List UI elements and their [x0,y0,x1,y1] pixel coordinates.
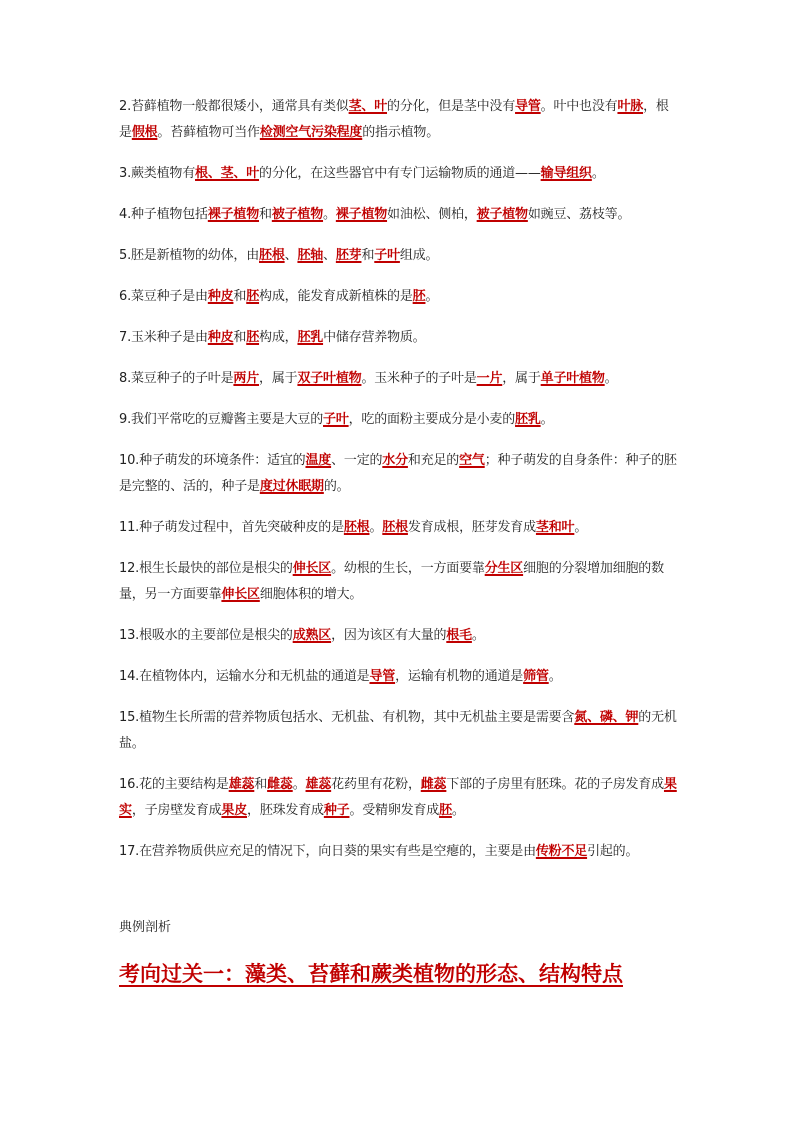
statement-text: 如豌豆、荔枝等。 [527,207,631,222]
statement-text: ，属于 [502,371,541,386]
statement-text: 7.玉米种子是由 [119,330,208,345]
answer-highlight: 成熟区 [292,628,332,643]
statement-text: 17.在营养物质供应充足的情况下，向日葵的果实有些是空瘪的，主要是由 [119,844,536,859]
statement-text: 下部的子房里有胚珠。花的子房发育成 [446,777,664,792]
statement-text: 。 [604,371,618,386]
answer-highlight: 胚 [439,803,452,818]
answer-highlight: 雌蕊 [420,777,447,792]
answer-highlight: 两片 [233,371,260,386]
answer-highlight: 检测空气污染程度 [259,125,363,140]
statement-text: 的无机盐。 [119,710,677,751]
answer-highlight: 果皮 [221,803,248,818]
answer-highlight: 胚轴 [297,248,324,263]
statement-text: 的。 [323,479,350,494]
answer-highlight: 伸长区 [292,561,332,576]
knowledge-point [119,325,679,351]
answer-highlight: 子叶 [374,248,400,263]
knowledge-point [119,556,679,608]
answer-highlight: 筛管 [523,669,549,684]
statement-text: 4.种子植物包括 [119,207,208,222]
statement-text: 。叶中也没有 [540,99,618,114]
statement-text: 和 [233,330,247,345]
answer-highlight: 裸子植物 [335,207,388,222]
statement-text: 构成，能发育成新植株的是 [259,289,413,304]
statement-text: 发育成根，胚芽发育成 [407,520,536,535]
statement-text: 。苔藓植物可当作 [157,125,260,140]
answer-highlight: 种皮 [207,330,234,345]
answer-highlight: 温度 [305,453,332,468]
statement-text: 和充足的 [407,453,460,468]
statement-text: ，子房壁发育成 [131,803,222,818]
statement-text: 。 [369,520,383,535]
answer-highlight: 胚芽 [335,248,362,263]
knowledge-point [119,705,679,757]
statement-text: 细胞的分裂增加细胞的数量，另一方面要靠 [119,561,664,602]
knowledge-point [119,284,679,310]
statement-text: ，运输有机物的通道是 [395,669,524,684]
statement-text: ，胚珠发育成 [247,803,324,818]
answer-highlight: 分生区 [484,561,524,576]
answer-highlight: 茎和叶 [535,520,575,535]
statement-text: 的分化，但是茎中没有 [387,99,516,114]
knowledge-point [119,202,679,228]
answer-highlight: 胚根 [382,520,408,535]
statement-text: 和 [233,289,247,304]
statement-text: 和 [259,207,272,222]
knowledge-point [119,448,679,500]
knowledge-points-list [119,94,679,880]
statement-text: 13.根吸水的主要部位是根尖的 [119,628,293,643]
answer-highlight: 雄蕊 [228,777,255,792]
answer-highlight: 单子叶植物 [540,371,605,386]
statement-text: 15.植物生长所需的营养物质包括水、无机盐、有机物，其中无机盐主要是需要含 [119,710,575,725]
knowledge-point [119,243,679,269]
answer-highlight: 假根 [131,125,158,140]
knowledge-point [119,94,679,146]
statement-text: 2.苔藓植物一般都很矮小，通常具有类似 [119,99,349,114]
statement-text: 。 [591,166,605,181]
statement-text: 。 [451,803,465,818]
statement-text: 引起的。 [587,844,639,859]
answer-highlight: 裸子植物 [207,207,260,222]
answer-highlight: 茎、叶 [348,99,388,114]
statement-text: 。 [471,628,485,643]
answer-highlight: 空气 [459,453,485,468]
statement-text: ；种子萌发的自身条件：种子的胚是完整的、活的，种子是 [119,453,677,494]
statement-text: 花药里有花粉， [331,777,421,792]
statement-text: 、 [323,248,336,263]
statement-text: 构成， [259,330,298,345]
answer-highlight: 胚根 [343,520,370,535]
section-heading: 考向过关一：藻类、苔藓和蕨类植物的形态、结构特点 [119,961,623,986]
answer-highlight: 氮、磷、钾 [574,710,639,725]
answer-highlight: 水分 [382,453,408,468]
knowledge-point [119,839,679,865]
statement-text: 。 [574,520,588,535]
answer-highlight: 被子植物 [476,207,528,222]
answer-highlight: 导管 [369,669,396,684]
answer-highlight: 子叶 [323,412,349,427]
statement-text: 。 [540,412,554,427]
statement-text: 和 [361,248,375,263]
answer-highlight: 导管 [515,99,541,114]
statement-text: 16.花的主要结构是 [119,777,229,792]
statement-text: 。 [323,207,336,222]
knowledge-point [119,407,679,433]
knowledge-point [119,623,679,649]
statement-text: 。受精卵发育成 [349,803,440,818]
statement-text: 、一定的 [331,453,383,468]
answer-highlight: 雄蕊 [305,777,332,792]
statement-text: 组成。 [399,248,439,263]
statement-text: 中储存营养物质。 [323,330,426,345]
statement-text: 和 [254,777,268,792]
answer-highlight: 度过休眠期 [259,479,324,494]
answer-highlight: 胚乳 [297,330,324,345]
answer-highlight: 双子叶植物 [297,371,362,386]
answer-highlight: 胚乳 [515,412,541,427]
answer-highlight: 输导组织 [540,166,592,181]
knowledge-point [119,515,679,541]
answer-highlight: 传粉不足 [535,844,588,859]
answer-highlight: 根毛 [446,628,472,643]
statement-text: 5.胚是新植物的幼体，由 [119,248,260,263]
statement-text: 的指示植物。 [362,125,440,140]
statement-text: 14.在植物体内，运输水分和无机盐的通道是 [119,669,370,684]
statement-text: 6.菜豆种子是由 [119,289,208,304]
answer-highlight: 胚根 [259,248,285,263]
statement-text: ，根是 [119,99,669,140]
statement-text: 的分化，在这些器官中有专门运输物质的通道—— [259,166,541,181]
statement-text: 10.种子萌发的环境条件：适宜的 [119,453,306,468]
answer-highlight: 种皮 [207,289,234,304]
statement-text: ，吃的面粉主要成分是小麦的 [348,412,516,427]
section-label: 典例剖析 [119,920,172,935]
statement-text: 11.种子萌发过程中，首先突破种皮的是 [119,520,344,535]
answer-highlight: 种子 [323,803,350,818]
answer-highlight: 雌蕊 [267,777,293,792]
knowledge-point [119,366,679,392]
knowledge-point [119,772,679,824]
statement-text: 。玉米种子的子叶是 [361,371,477,386]
statement-text: 细胞体积的增大。 [259,587,363,602]
answer-highlight: 胚 [246,330,260,345]
answer-highlight: 果实 [119,777,677,818]
statement-text: 3.蕨类植物有 [119,166,196,181]
statement-text: ，属于 [259,371,298,386]
answer-highlight: 被子植物 [271,207,324,222]
statement-text: 。 [425,289,439,304]
statement-text: 。幼根的生长，一方面要靠 [331,561,485,576]
answer-highlight: 叶脉 [617,99,644,114]
answer-highlight: 胚 [412,289,426,304]
statement-text: 如油松、侧柏， [387,207,477,222]
statement-text: 。 [548,669,562,684]
statement-text: 12.根生长最快的部位是根尖的 [119,561,293,576]
answer-highlight: 根、茎、叶 [195,166,260,181]
statement-text: 、 [284,248,298,263]
statement-text: ，因为该区有大量的 [331,628,447,643]
statement-text: 。 [292,777,306,792]
answer-highlight: 一片 [476,371,503,386]
knowledge-point [119,664,679,690]
answer-highlight: 胚 [246,289,260,304]
statement-text: 9.我们平常吃的豆瓣酱主要是大豆的 [119,412,324,427]
statement-text: 8.菜豆种子的子叶是 [119,371,234,386]
answer-highlight: 伸长区 [221,587,260,602]
knowledge-point [119,161,679,187]
